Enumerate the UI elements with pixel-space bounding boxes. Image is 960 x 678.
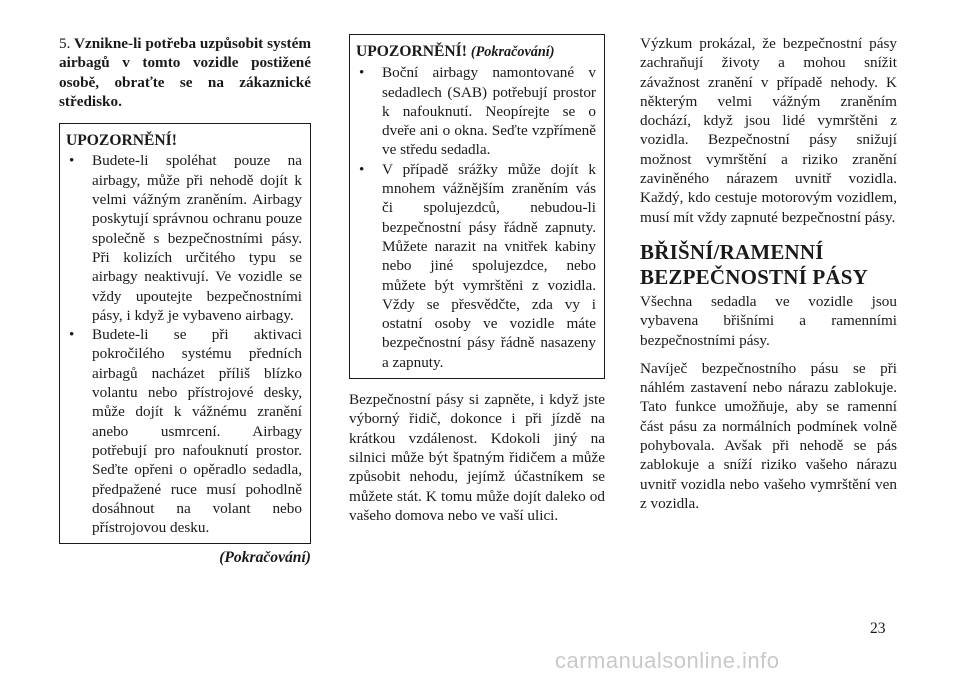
intro-paragraph xyxy=(59,34,311,111)
warning-title xyxy=(356,42,596,62)
left-column xyxy=(59,34,311,568)
warning-bullet: • V případě srážky může dojít k mnohem vážnějším zraněním vás či spolujezdců, nebudou-li bezpečnostní pásy řádně zapnuty. Můžete narazit na vnitřek kabiny nebo jiné spolujezdce, nebo můžete být vymrštěni z vozidla. Vždy se přesvědčte, zda vy i ostatní osoby ve vozidle máte bezpečnostní pásy řádně nasazeny a zapnuty. xyxy=(356,160,596,372)
watermark: carmanualsonline.info xyxy=(555,648,780,673)
body-paragraph: Všechna sedadla ve vozidle jsou vybavena břišními a ramenními bezpečnostními pásy. xyxy=(640,292,897,349)
warning-box-continued xyxy=(349,34,605,379)
section-heading xyxy=(640,240,897,290)
middle-column xyxy=(349,34,605,525)
warning-title-text: UPOZORNĚNÍ! xyxy=(356,43,467,60)
section-heading-line-2: BEZPEČNOSTNÍ PÁSY xyxy=(640,264,869,289)
section-heading-line-1: BŘIŠNÍ/RAMENNÍ xyxy=(640,239,824,264)
right-column xyxy=(640,34,897,513)
warning-bullet: • Budete-li se při aktivaci pokročilého systému předních airbagů nacházet příliš blízko volantu nebo přístrojové desky, může dojít k vážnému zranění anebo usmrcení. Airbagy potřebují pro nafouknutí prostor. Seďte opřeni o opěradlo sedadla, předpažené ruce musí pohodlně dosáhnout na volant nebo přístrojovou desku. xyxy=(66,325,302,537)
body-paragraph: Bezpečnostní pásy si zapněte, i když jste výborný řidič, dokonce i při jízdě na krátkou vzdálenost. Kdokoli jiný na silnici může být špatným řidičem a může způsobit nehodu, jejímž účastníkem se můžete stát. K tomu může dojít daleko od vašeho domova nebo ve vaší ulici. xyxy=(349,391,605,524)
warning-title: UPOZORNĚNÍ! xyxy=(66,132,177,150)
intro-text: Vznikne-li potřeba uzpůsobit systém airbagů v tomto vozidle postižené osobě, obraťte se na zákaznické středisko. xyxy=(59,35,311,110)
warning-bullet: • Boční airbagy namontované v sedadlech (SAB) potřebují prostor k nafouknutí. Neopírejte se o dveře ani o okna. Seďte vzpřímeně ve středu sedadla. xyxy=(356,63,596,159)
warning-title-continued: (Pokračování) xyxy=(470,44,555,60)
warning-list xyxy=(356,63,596,372)
continued-label: (Pokračování) xyxy=(219,549,311,567)
warning-bullet: • Budete-li spoléhat pouze na airbagy, může při nehodě dojít k velmi vážným zraněním. Airbagy poskytují správnou ochranu pouze společně s bezpečnostními pásy. Při kolizích určitého typu se airbagy neaktivují. Ve vozidle se vždy upoutejte bezpečnostními pásy, i když je vybaveno airbagy. xyxy=(66,151,302,325)
warning-list xyxy=(66,151,302,537)
warning-box xyxy=(59,123,311,544)
page-number: 23 xyxy=(870,620,886,637)
body-paragraph: Navíječ bezpečnostního pásu se při náhlém zastavení nebo nárazu zablokuje. Tato funkce umožňuje, aby se ramenní část pásu za normálních podmínek volně pohybovala. Avšak při nehodě se pás zablokuje a sníží riziko vašeho nárazu uvnitř vozidla nebo vašeho vymrštění ven z vozidla. xyxy=(640,359,897,512)
body-paragraph: Výzkum prokázal, že bezpečnostní pásy zachraňují životy a mohou snížit závažnost zranění v případě nehody. K některým velmi vážným zraněním dochází, když jsou lidé vymrštěni z vozidla. Bezpečnostní pásy snižují možnost vymrštění a riziko zranění zaviněného nárazem uvnitř vozidla. Každý, kdo cestuje motorovým vozidlem, musí mít vždy zapnuté bezpečnostní pásy. xyxy=(640,35,897,226)
intro-number: 5. xyxy=(59,35,71,52)
